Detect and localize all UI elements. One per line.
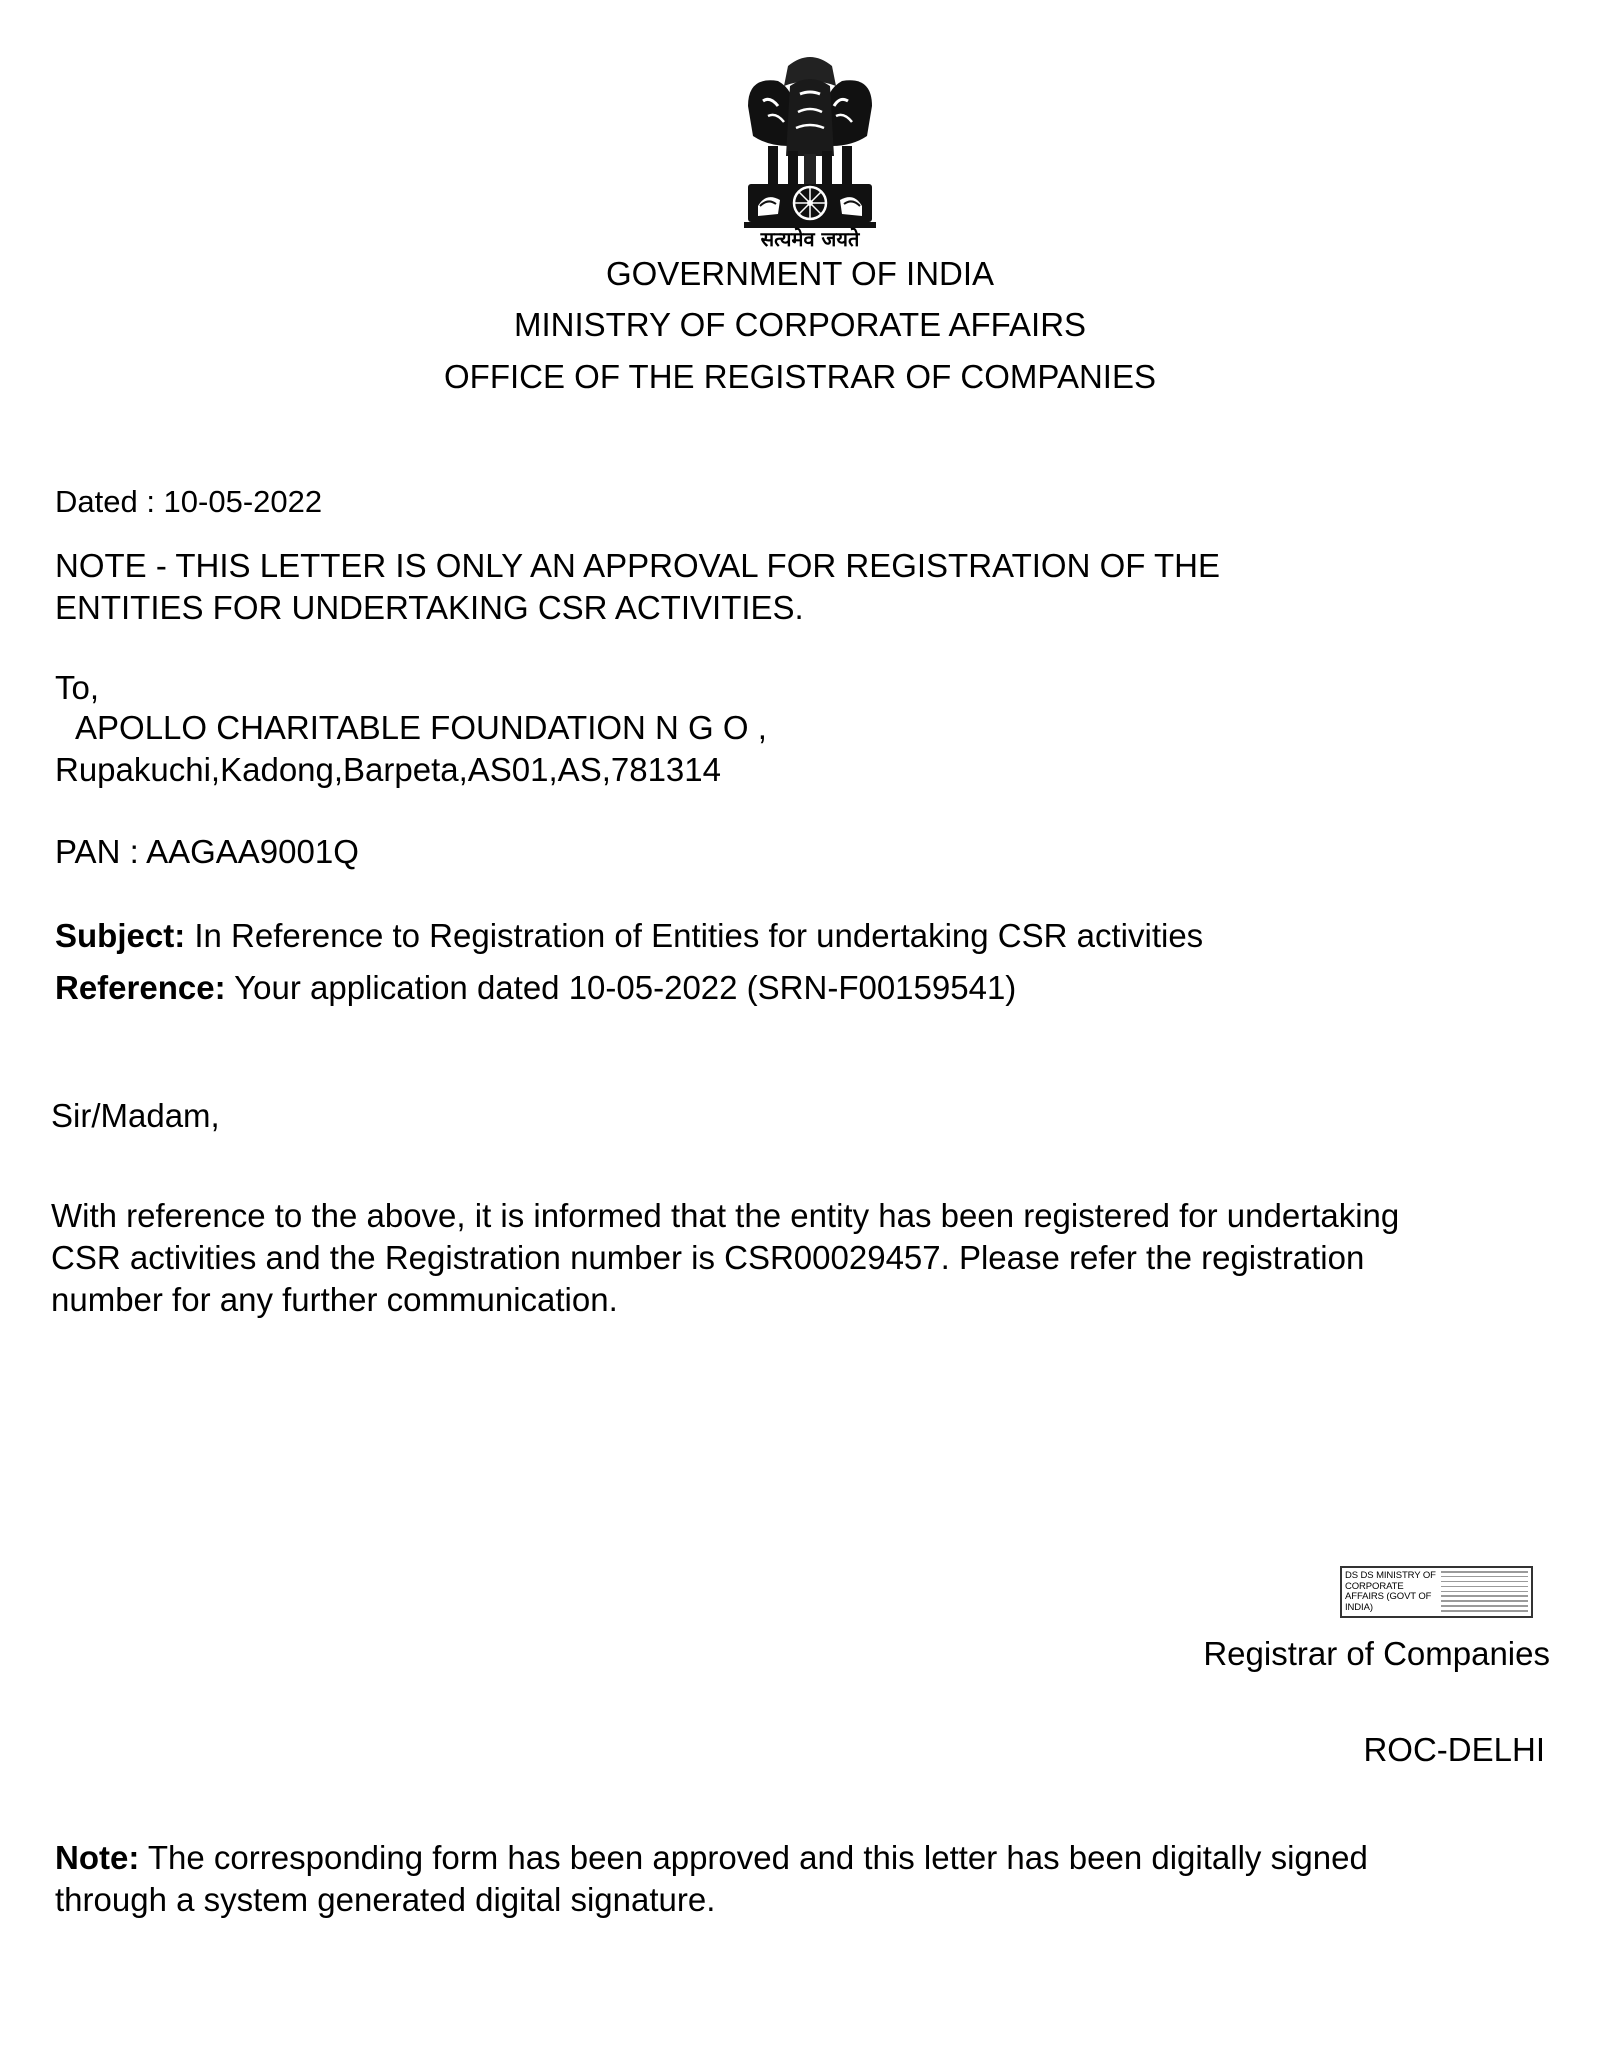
subject-line	[55, 916, 1203, 956]
body-line1: With reference to the above, it is informed that the entity has been registered for undertaking	[51, 1197, 1400, 1234]
footer-note-line1	[55, 1838, 1368, 1878]
reference-line	[55, 968, 1016, 1008]
body-line3: number for any further communication.	[51, 1281, 618, 1318]
footer-note-line2: through a system generated digital signature.	[55, 1881, 716, 1918]
signature-details-lines	[1439, 1568, 1531, 1616]
approval-note-line1: NOTE - THIS LETTER IS ONLY AN APPROVAL FOR REGISTRATION OF THE	[55, 547, 1220, 584]
reference-label: Reference:	[55, 969, 226, 1006]
signatory-office: ROC-DELHI	[1363, 1731, 1545, 1768]
salutation: Sir/Madam,	[51, 1097, 220, 1134]
signatory-designation: Registrar of Companies	[1203, 1635, 1550, 1672]
to-label: To,	[55, 669, 100, 706]
emblem-motto: सत्यमेव जयते	[760, 227, 860, 251]
digital-signature-stamp	[1340, 1566, 1533, 1618]
signature-stamp-text: DS DS MINISTRY OF CORPORATE AFFAIRS (GOVT OF INDIA)	[1345, 1570, 1436, 1613]
reference-text: Your application dated 10-05-2022 (SRN-F00159541)	[225, 969, 1017, 1006]
national-emblem-icon	[708, 46, 912, 256]
subject-text: In Reference to Registration of Entities for undertaking CSR activities	[185, 917, 1204, 954]
recipient-address: Rupakuchi,Kadong,Barpeta,AS01,AS,781314	[55, 751, 721, 788]
pan-number: PAN : AAGAA9001Q	[55, 833, 359, 870]
recipient-name: APOLLO CHARITABLE FOUNDATION N G O ,	[75, 709, 767, 746]
header-office: OFFICE OF THE REGISTRAR OF COMPANIES	[444, 358, 1156, 395]
approval-note-line2: ENTITIES FOR UNDERTAKING CSR ACTIVITIES.	[55, 589, 804, 626]
header-ministry: MINISTRY OF CORPORATE AFFAIRS	[513, 306, 1087, 343]
subject-label: Subject:	[55, 917, 186, 954]
letter-date: Dated : 10-05-2022	[55, 484, 323, 519]
body-line2: CSR activities and the Registration number is CSR00029457. Please refer the registration	[51, 1239, 1365, 1276]
footer-note-text: The corresponding form has been approved and this letter has been digitally signed	[139, 1839, 1368, 1876]
header-government: GOVERNMENT OF INDIA	[605, 255, 995, 292]
footer-note-label: Note:	[55, 1839, 140, 1876]
